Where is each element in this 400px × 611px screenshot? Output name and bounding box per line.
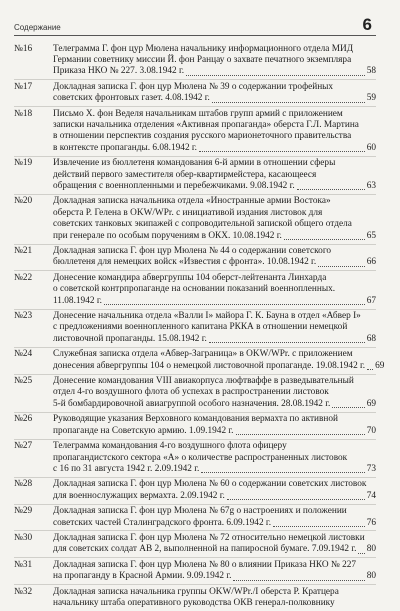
entry-line: бюллетеня для немецких войск «Известия с фронта». 10.08.1942 г. [53, 257, 317, 268]
entry-line: Докладная записка Г. фон цур Мюлена № 80 о влиянии Приказа НКО № 227 [53, 559, 357, 570]
entry-page-number: 80 [366, 571, 376, 582]
entry-text [53, 158, 376, 192]
entry-page-number: 70 [366, 425, 376, 436]
entry-last-line [53, 231, 376, 242]
dot-leader [297, 189, 365, 190]
entry-last-line [53, 334, 376, 345]
dot-leader [104, 304, 365, 305]
toc-entry [14, 374, 376, 412]
entry-last-line [53, 399, 376, 410]
entry-text [53, 414, 376, 437]
table-of-contents [14, 42, 385, 611]
dot-leader [199, 151, 365, 152]
entry-line: обращения с военнопленными и перебежчиками. 9.08.1942 г. [53, 180, 295, 191]
entry-line: записки начальника отделения «Активная пропаганда» оберста Г.Л. Мартина [53, 119, 359, 130]
entry-page-number: 66 [366, 257, 376, 268]
entry-line: для советских солдат АВ 2, выполненной на папиросной бумаге. 7.09.1942 г. [53, 544, 357, 555]
dot-leader [186, 75, 365, 76]
entry-line: с предложениями военнопленного капитана РККА в отношении немецкой [53, 322, 348, 333]
dot-leader [273, 526, 365, 527]
entry-text [53, 349, 384, 372]
entry-last-line [53, 93, 376, 104]
entry-page-number: 69 [375, 360, 385, 371]
entry-line: Телеграмма командования 4-го воздушного флота офицеру [53, 441, 287, 452]
entry-number: №31 [14, 559, 33, 570]
dot-leader [318, 266, 365, 267]
entry-line: действий первого заместителя обер-квартирмейстера, касающееся [53, 169, 317, 180]
entry-number: №24 [14, 349, 33, 360]
entry-text [53, 82, 376, 105]
page-header [0, 0, 400, 44]
entry-line: Донесение командира абвергруппы 104 оберст-лейтенанта Линхарда [53, 272, 327, 283]
entry-last-line [53, 143, 376, 154]
entry-line: Донесение командования VIII авиакорпуса люфтваффе в разведывательный [53, 376, 354, 387]
toc-entry [14, 106, 376, 156]
entry-number: №18 [14, 108, 33, 119]
entry-line: оберста Р. Геленa в OKW/WPr. с инициативой издания листовок для [53, 207, 323, 218]
toc-entry [14, 309, 376, 347]
page-footer [0, 576, 400, 590]
entry-text [53, 196, 376, 242]
entry-line: советских частей Сталинградского фронта. 6.09.1942 г. [53, 517, 272, 528]
entry-text [53, 506, 376, 529]
entry-last-line [53, 544, 376, 555]
entry-line: начальнику штаба оперативного руководства ОКВ генерал-полковнику [53, 597, 335, 608]
entry-page-number: 65 [366, 230, 376, 241]
entry-text [53, 376, 376, 410]
entry-last-line [53, 66, 376, 77]
entry-text [53, 311, 376, 345]
entry-number: №22 [14, 272, 33, 283]
entry-text [53, 441, 376, 475]
entry-line: советских фронтовых газет. 4.08.1942 г. [53, 93, 210, 104]
dot-leader [201, 472, 364, 473]
entry-line: при генерале по особым поручениям в ОКХ. 10.08.1942 г. [53, 230, 282, 241]
entry-text [53, 44, 376, 78]
entry-line: Донесение начальника отдела «Валли I» майора Г. К. Бауна в отдел «Абвер I» [53, 311, 361, 322]
entry-page-number: 63 [366, 180, 376, 191]
entry-number: №29 [14, 506, 33, 517]
entry-line: Докладная записка Г. фон цур Мюлена № 39 о содержании трофейных [53, 81, 334, 92]
entry-text [53, 479, 376, 502]
entry-number: №23 [14, 311, 33, 322]
entry-line: пропагандистского сектора «А» о количестве распространенных листовок [53, 452, 348, 463]
entry-line: в отношении перспектив создания русского марионеточного правительства [53, 131, 352, 142]
entry-line: на пропаганду в Красной Армии. 9.09.1942 г. [53, 571, 232, 582]
toc-entry [14, 504, 376, 531]
entry-line: Руководящие указания Верховного командования вермахта по активной [53, 414, 339, 425]
entry-number: №21 [14, 246, 33, 256]
entry-number: №16 [14, 43, 33, 54]
toc-entry [14, 439, 376, 477]
toc-entry [14, 477, 376, 504]
page-number: 6 [362, 15, 372, 34]
entry-line: советских танковых экипажей с сопроводительной запиской общего отдела [53, 219, 352, 230]
toc-entry [14, 194, 376, 244]
entry-page-number: 80 [366, 544, 376, 555]
entry-line: Приказа НКО № 227. 3.08.1942 г. [53, 66, 185, 77]
entry-line: Докладная записка Г. фон цур Мюлена № 60 о содержании советских листовок [53, 479, 367, 490]
dot-leader [227, 499, 365, 500]
toc-entry [14, 270, 376, 308]
entry-line: Докладная записка Г. фон цур Мюлена № 72 относительно немецкой листовки [53, 532, 365, 543]
entry-line: Письмо Х. фон Веделя начальникам штабов групп армий с приложением [53, 108, 343, 119]
entry-line: Докладная записка Г. фон цур Мюлена № 44 о содержании советского [53, 246, 332, 256]
dot-leader [367, 369, 373, 370]
entry-last-line [53, 361, 384, 372]
dot-leader [284, 239, 365, 240]
entry-last-line [53, 296, 376, 307]
header-rule [14, 35, 376, 36]
entry-line: с 16 по 31 августа 1942 г. 2.09.1942 г. [53, 463, 200, 474]
toc-entry [14, 347, 385, 374]
entry-number: №19 [14, 158, 33, 169]
entry-last-line [53, 257, 376, 268]
toc-entry [14, 42, 376, 79]
entry-line: Телеграмма Г. фон цур Мюлена начальнику информационного отдела МИД [53, 43, 354, 54]
entry-page-number: 74 [366, 490, 376, 501]
entry-line: донесения абвергруппы 104 о немецкой листовочной пропаганде. 19.08.1942 г. [53, 360, 366, 371]
entry-last-line [53, 518, 376, 529]
toc-entry [14, 156, 376, 194]
entry-text [53, 246, 376, 269]
entry-number: №27 [14, 441, 33, 452]
toc-entry [14, 412, 376, 439]
entry-text [53, 109, 376, 155]
entry-line: о советской контрпропаганде на основании показаний военнопленных. [53, 284, 336, 295]
entry-page-number: 67 [366, 295, 376, 306]
entry-page-number: 69 [366, 398, 376, 409]
entry-page-number: 58 [366, 66, 376, 77]
entry-line: листовочной пропаганды. 15.08.1942 г. [53, 333, 207, 344]
entry-line: 11.08.1942 г. [53, 295, 102, 306]
dot-leader [236, 434, 365, 435]
entry-number: №25 [14, 376, 33, 387]
entry-page-number: 73 [366, 463, 376, 474]
toc-entry [14, 530, 376, 557]
entry-number: №20 [14, 196, 33, 207]
toc-entry [14, 79, 376, 106]
entry-last-line [53, 426, 376, 437]
entry-last-line [53, 464, 376, 475]
entry-line: в контексте пропаганды. 6.08.1942 г. [53, 142, 198, 153]
toc-entry [14, 244, 376, 271]
entry-text [53, 273, 376, 307]
entry-line: Докладная записка Г. фон цур Мюлена № 67g о настроениях и положении [53, 506, 347, 517]
entry-page-number: 59 [366, 93, 376, 104]
entry-number: №26 [14, 414, 33, 425]
entry-number: №32 [14, 586, 33, 597]
entry-number: №17 [14, 81, 33, 92]
entry-last-line [53, 491, 376, 502]
entry-number: №30 [14, 532, 33, 543]
dot-leader [209, 342, 365, 343]
entry-line: Извлечение из бюллетеня командования 6-й армии в отношении сферы [53, 158, 336, 169]
dot-leader [212, 102, 365, 103]
entry-page-number: 76 [366, 517, 376, 528]
running-head: Содержание [14, 23, 61, 32]
entry-line: Служебная записка отдела «Абвер-Заграница» в OKW/WPr. с приложением [53, 349, 353, 360]
entry-line: 5-й бомбардировочной авиагруппой особого назначения. 28.08.1942 г. [53, 398, 331, 409]
entry-line: Германии советнику миссии Й. фон Ранцау о захвате печатного экземпляра [53, 54, 352, 65]
entry-last-line [53, 181, 376, 192]
entry-line: Докладная записка начальника отдела «Иностранные армии Востока» [53, 196, 331, 207]
entry-text [53, 533, 376, 556]
entry-line: пропаганде на Советскую армию. 1.09.1942 г. [53, 425, 234, 436]
entry-page-number: 60 [366, 142, 376, 153]
entry-line: для военнослужащих вермахта. 2.09.1942 г. [53, 490, 225, 501]
dot-leader [332, 407, 364, 408]
entry-number: №28 [14, 479, 33, 490]
entry-page-number: 68 [366, 333, 376, 344]
dot-leader [358, 553, 364, 554]
entry-line: Докладная записка начальника группы OKW/WPr./I оберста Р. Кратцера [53, 586, 339, 597]
entry-line: отдел 4-го воздушного флота об успехах в распространении листовок [53, 387, 329, 398]
